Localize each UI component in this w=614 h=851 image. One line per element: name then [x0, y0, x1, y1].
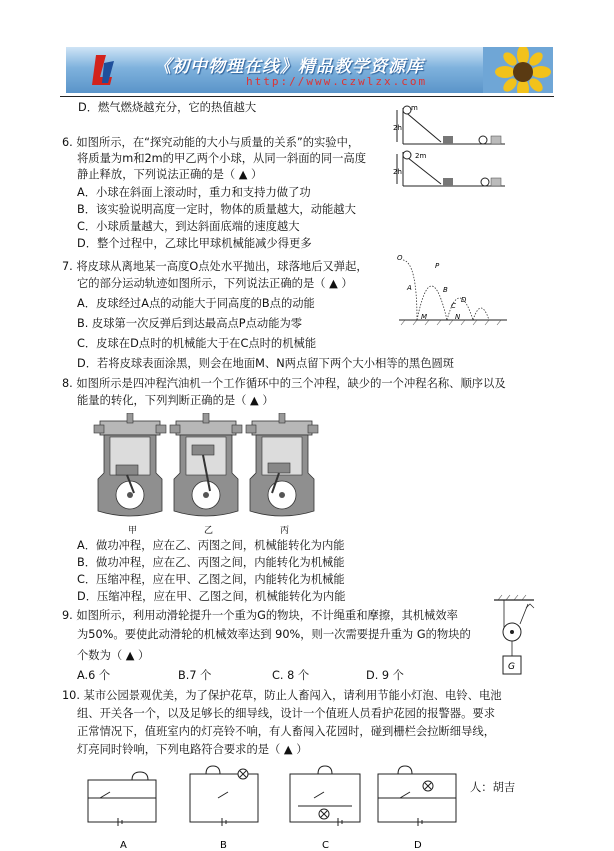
q10-circuit-figure [78, 758, 468, 850]
header-title: 《初中物理在线》精品教学资源库 [154, 57, 424, 77]
q7-option-b: B. 皮球第一次反弹后到达最高点P点动能为零 [77, 317, 303, 330]
q9-stem-2: 为50%。要使此动滑轮的机械效率达到 90%，则一次需要提升重为 G的物块的 [77, 628, 471, 641]
q9-option-c: C. 8 个 [272, 669, 310, 682]
q9-stem-1: 9. 如图所示，利用动滑轮提升一个重为G的物块，不计绳重和摩擦，其机械效率 [62, 609, 458, 622]
q6-mass-m-label: m [411, 104, 418, 112]
q8-option-c: C．压缩冲程，应在甲、乙图之间，内能转化为机械能 [77, 573, 345, 586]
q6-stem-2: 将质量为m和2m的甲乙两个小球，从同一斜面的同一高度 [77, 152, 367, 165]
q7-point-b: B [443, 286, 448, 294]
header-rule [60, 96, 554, 97]
q6-stem-3: 静止释放，下列说法正确的是（ ▲ ） [77, 168, 263, 181]
q10-label-a: A [120, 840, 127, 850]
q10-label-d: D [414, 840, 422, 850]
q7-point-o: O [397, 254, 403, 262]
q8-engine-figure [90, 413, 320, 539]
q6-stem-1: 6. 如图所示，在“探究动能的大小与质量的关系”的实验中， [62, 136, 360, 149]
q6-option-d: D．整个过程中，乙球比甲球机械能减少得更多 [77, 237, 312, 250]
q6-height-label: 2h [393, 124, 402, 132]
q7-point-m: M [421, 313, 428, 321]
q8-option-b: B．做功冲程，应在乙、丙图之间，内能转化为机械能 [77, 556, 345, 569]
header-banner [66, 47, 553, 93]
engine-bing-icon [246, 413, 318, 516]
q8-option-a: A．做功冲程，应在乙、丙图之间，机械能转化为内能 [77, 539, 345, 552]
q9-block-g-label: G [508, 662, 515, 672]
q7-point-a: A [407, 284, 412, 292]
q6-mass-2m-label: 2m [415, 152, 427, 160]
q9-option-a: A.6 个 [77, 669, 111, 682]
q8-stem-2: 能量的转化，下列判断正确的是（ ▲ ） [77, 394, 274, 407]
q10-stem-4: 灯亮同时铃响，下列电路符合要求的是（ ▲ ） [77, 743, 308, 756]
q10-stem-3: 正常情况下，值班室内的灯亮铃不响，有人畜闯入花园时，碰到栅栏会拉断细导线， [77, 725, 495, 738]
q6-option-c: C．小球质量越大，到达斜面底端的速度越大 [77, 220, 300, 233]
q5-option-d: D．燃气燃烧越充分，它的热值越大 [78, 101, 257, 114]
q7-point-c: C [451, 302, 456, 310]
q8-label-bing: 丙 [280, 526, 290, 536]
q7-bounce-figure [395, 250, 511, 328]
q10-label-b: B [220, 840, 227, 850]
engine-jia-icon [94, 413, 166, 516]
q9-option-b: B.7 个 [178, 669, 212, 682]
q7-stem-1: 7. 将皮球从离地某一高度O点处水平抛出，球落地后又弹起， [62, 260, 368, 273]
q8-label-yi: 乙 [204, 526, 214, 536]
q7-stem-2: 它的部分运动轨迹如图所示，下列说法正确的是（ ▲ ） [77, 277, 353, 290]
q9-pulley-figure [486, 594, 538, 684]
q10-stem-2: 组、开关各一个，以及足够长的细导线，设计一个值班人员看护花园的报警器。要求 [77, 707, 495, 720]
q10-stem-1: 10. 某市公园景观优美，为了保护花草，防止人畜闯入，请利用节能小灯泡、电铃、电池 [62, 689, 502, 702]
q6-option-b: B．该实验说明高度一定时，物体的质量越大，动能越大 [77, 203, 356, 216]
q8-stem-1: 8. 如图所示是四冲程汽油机一个工作循环中的三个冲程，缺少的一个冲程名称、顺序以及 [62, 377, 506, 390]
q7-option-d: D．若将皮球表面涂黑，则会在地面M、N两点留下两个大小相等的黑色圆斑 [77, 357, 455, 370]
q8-option-d: D．压缩冲程，应在甲、乙图之间，机械能转化为内能 [77, 590, 346, 603]
q9-stem-3: 个数为（ ▲ ） [77, 649, 150, 662]
q6-ramp-figure [393, 104, 515, 190]
q7-point-p: P [435, 262, 440, 270]
q6-option-a: A．小球在斜面上滚动时，重力和支持力做了功 [77, 186, 311, 199]
q7-option-c: C．皮球在D点时的机械能大于在C点时的机械能 [77, 337, 317, 350]
q7-option-a: A．皮球经过A点的动能大于同高度的B点的动能 [77, 297, 315, 310]
q9-option-d: D. 9 个 [366, 669, 404, 682]
sunflower-icon [483, 47, 553, 93]
q7-point-d: D [461, 296, 467, 304]
q6-height-label-2: 2h [393, 168, 402, 176]
logo-icon [90, 53, 116, 87]
engine-yi-icon [170, 413, 242, 516]
q7-point-n: N [455, 313, 461, 321]
q10-side-note: 人：胡吉 [470, 781, 516, 794]
q10-label-c: C [322, 840, 329, 850]
q8-label-jia: 甲 [128, 526, 138, 536]
header-url: http://www.czwlzx.com [246, 75, 428, 88]
